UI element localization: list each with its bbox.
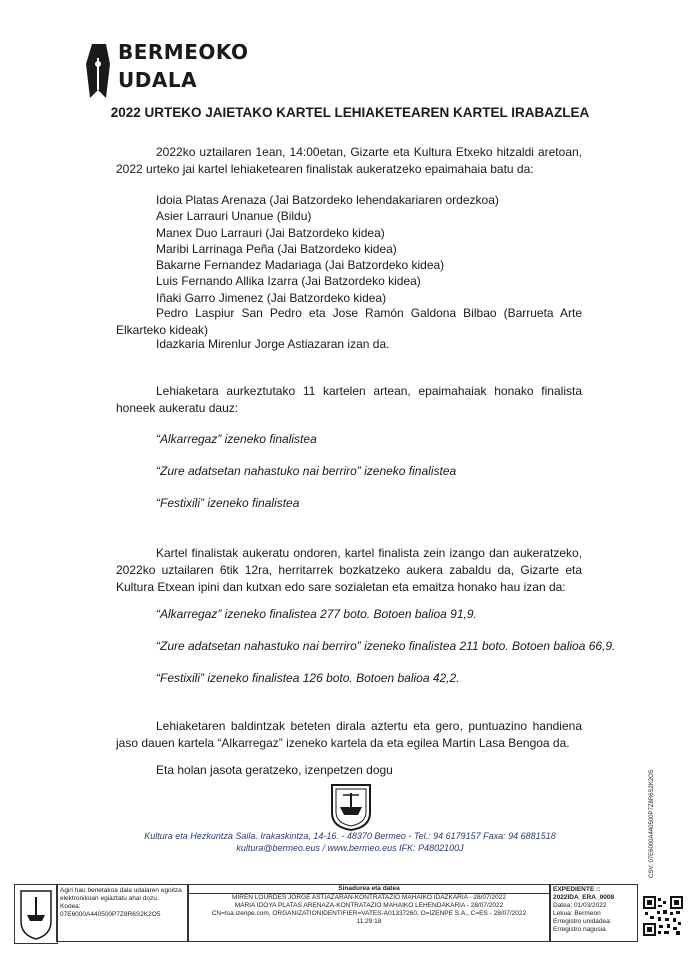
intro-paragraph: 2022ko uztailaren 1ean, 14:00etan, Gizarte eta Kultura Etxeko hitzaldi aretoan, 2022 urteko jai kartel lehiaketearen finalistak aukeratzeko epaimahaia batu da: bbox=[116, 145, 582, 176]
result-item: “Festixili” izeneko finalistea 126 boto. Botoen balioa 42,2. bbox=[156, 671, 460, 685]
csv-side-code bbox=[645, 752, 659, 882]
signature-line: 11:29:18 bbox=[356, 918, 382, 925]
date-text: Datea: 01/03/2022 bbox=[553, 902, 607, 909]
bermeo-udala-logo bbox=[84, 40, 254, 102]
closing-line: Eta holan jasota geratzeko, izenpetzen dogu bbox=[156, 763, 393, 777]
place-text: Lekua: Bermeon bbox=[553, 910, 601, 917]
jury-list bbox=[156, 192, 582, 306]
result-item: “Zure adatsetan nahastuko nai berriro” izeneko finalistea 211 boto. Botoen balioa 66,9. bbox=[156, 639, 616, 653]
verification-text: Agiri hau benetakoa dala udalaren egoitza elektronikoan egiaztatu ahal dozu. bbox=[60, 887, 182, 902]
signature-box bbox=[188, 884, 550, 942]
verification-box bbox=[56, 884, 188, 942]
stamp-seal-box bbox=[14, 884, 58, 944]
selection-paragraph: Lehiaketara aurkeztutako 11 kartelen artean, epaimahaiak honako finalista honeek aukeratu dauz: bbox=[116, 384, 582, 415]
stamp-seal-icon bbox=[15, 885, 57, 943]
secretary-line bbox=[156, 336, 582, 352]
jury-member: Maribi Larrinaga Peña (Jai Batzordeko kidea) bbox=[156, 241, 397, 256]
code-label: Kodea: bbox=[60, 903, 81, 910]
finalist-item: “Zure adatsetan nahastuko nai berriro” izeneko finalistea bbox=[156, 464, 457, 478]
expedient-box bbox=[550, 884, 638, 942]
result-item: “Alkarregaz” izeneko finalistea 277 boto. Botoen balioa 91,9. bbox=[156, 607, 477, 621]
logo-line1: BERMEOKO bbox=[118, 40, 249, 64]
footer-contact: kultura@bermeo.eus / www.bermeo.eus IFK: P4802100J bbox=[236, 843, 464, 853]
finalist-item: “Festixili” izeneko finalistea bbox=[156, 496, 300, 510]
unit-text: Erregistro unidadea: Erregistro nagusia bbox=[553, 918, 612, 933]
secretary-text: Idazkaria Mirenlur Jorge Astiazaran izan da. bbox=[156, 337, 390, 351]
jury-member: Bakarne Fernandez Madariaga (Jai Batzordeko kidea) bbox=[156, 258, 445, 273]
jury-member: Asier Larrauri Unanue (Bildu) bbox=[156, 209, 312, 224]
expedient-value: 2022IDA_ERA_0008 bbox=[553, 894, 615, 901]
conclusion-paragraph: Lehiaketaren baldintzak beteten dirala aztertu eta gero, puntuazino handiena jaso dauen kartela “Alkarregaz” izeneko kartela da eta egilea Martin Lasa Bengoa da. bbox=[116, 719, 582, 750]
qr-code-icon bbox=[643, 896, 683, 936]
signature-line: MIREN LOURDES JORGE ASTIAZARAN-KONTRATAZIO MAHAIKO IDAZKARIA - 28/07/2022 bbox=[232, 894, 506, 901]
jury-member: Luis Fernando Allika Izarra (Jai Batzordeko kidea) bbox=[156, 274, 421, 289]
voting-paragraph: Kartel finalistak aukeratu ondoren, kartel finalista zein izango dan aukeratzeko, 2022ko uztailaren 6tik 12ra, herritarrek bozkatzeko aukera zabaldu da, Gizarte eta Kultura Etxean ipini dan kutxan edo sare sozialetan eta emaitza honako hau izan da: bbox=[116, 546, 582, 594]
municipal-seal-icon bbox=[328, 783, 374, 831]
csv-text: CSV: 07E6000A440500P7Z8R6S2K2O5 bbox=[649, 769, 655, 878]
signature-line: CN=tsa.izenpe.com, ORGANIZATIONIDENTIFIER=VATES-A01337260, O=IZENPE S.A., C=ES - 28/07/2022 bbox=[211, 910, 527, 917]
code-value: 07E6000A440500P7Z8R6S2K2O5 bbox=[60, 911, 161, 918]
footer-address: Kultura eta Hezkuntza Saila. Irakaskintza, 14-16. - 48370 Bermeo - Tel.: 94 6179157 Faxa: 94 6881518 bbox=[144, 831, 556, 841]
finalist-item: “Alkarregaz” izeneko finalistea bbox=[156, 432, 317, 446]
jury-member: Manex Duo Larrauri (Jai Batzordeko kidea) bbox=[156, 225, 385, 240]
jury-member: Idoia Platas Arenaza (Jai Batzordeko lehendakariaren ordezkoa) bbox=[156, 193, 499, 207]
document-title: 2022 URTEKO JAIETAKO KARTEL LEHIAKETEAREN KARTEL IRABAZLEA bbox=[110, 105, 590, 120]
pen-nib-icon bbox=[84, 40, 118, 102]
jury-member: Iñaki Garro Jimenez (Jai Batzordeko kidea) bbox=[156, 290, 387, 305]
logo-line2: UDALA bbox=[118, 68, 198, 92]
expedient-label: EXPEDIENTE :: bbox=[553, 886, 601, 893]
jury-member-wrap: Pedro Laspiur San Pedro eta Jose Ramón Galdona Bilbao (Barrueta Arte Elkarteko kideak) bbox=[116, 306, 582, 337]
signature-header: Sinadurea eta datea bbox=[189, 885, 549, 894]
signature-line: MARIA IDOYA PLATAS ARENAZA-KONTRATAZIO MAHAIKO LEHENDAKARIA - 28/07/2022 bbox=[234, 902, 504, 909]
